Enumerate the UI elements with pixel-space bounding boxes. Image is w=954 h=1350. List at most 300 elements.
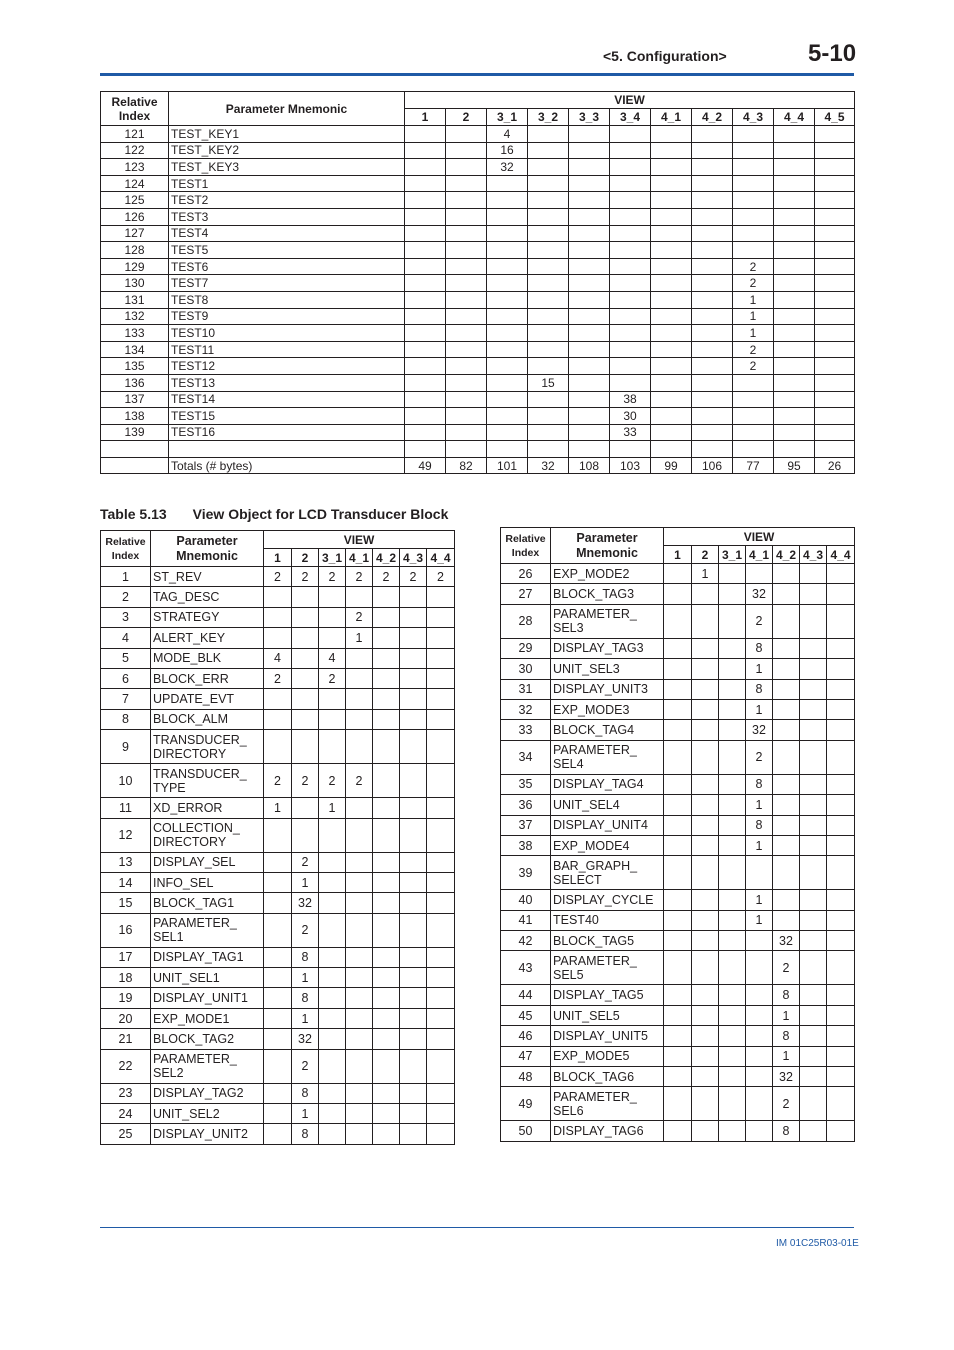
- view-value: [528, 325, 569, 342]
- view-col-header: 4_2: [373, 549, 400, 567]
- view-value: [569, 408, 610, 425]
- parameter-mnemonic: UNIT_SEL3: [551, 659, 664, 679]
- view-value: [292, 628, 319, 648]
- view-value: [446, 358, 487, 375]
- view-value: [651, 242, 692, 259]
- view-value: [264, 913, 292, 947]
- view-value: [800, 951, 827, 985]
- parameter-mnemonic: DISPLAY_UNIT5: [551, 1026, 664, 1046]
- view-value: [664, 679, 692, 699]
- view-value: [719, 604, 746, 638]
- view-value: [664, 659, 692, 679]
- view-value: [664, 774, 692, 794]
- parameter-mnemonic: DISPLAY_TAG4: [551, 774, 664, 794]
- view-value: 2: [346, 764, 373, 798]
- table-row: [101, 668, 455, 688]
- view-value: [528, 391, 569, 408]
- view-value: [373, 668, 400, 688]
- view-value: [528, 175, 569, 192]
- table-row: [501, 856, 855, 890]
- view-value: 2: [292, 852, 319, 872]
- view-value: [774, 325, 815, 342]
- parameter-mnemonic: DISPLAY_SEL: [151, 852, 264, 872]
- view-value: [815, 126, 855, 143]
- view-value: [264, 1104, 292, 1124]
- view-value: [373, 628, 400, 648]
- view-value: 2: [733, 275, 774, 292]
- view-value: [719, 856, 746, 890]
- view-value: [651, 391, 692, 408]
- view-col-header: 4_1: [346, 549, 373, 567]
- view-value: [405, 242, 446, 259]
- view-value: [800, 835, 827, 855]
- relative-index: 42: [501, 931, 551, 951]
- view-col-header: 2: [692, 546, 719, 564]
- relative-index: 26: [501, 564, 551, 584]
- view-value: 1: [292, 1008, 319, 1028]
- parameter-mnemonic: ST_REV: [151, 567, 264, 587]
- table-row: [501, 931, 855, 951]
- section-header: <5. Configuration>: [603, 48, 727, 64]
- view-value: 2: [373, 567, 400, 587]
- view-value: [815, 325, 855, 342]
- view-value: 32: [773, 931, 800, 951]
- table-row: [101, 1029, 455, 1049]
- view-value: [827, 815, 855, 835]
- view-value: [373, 872, 400, 892]
- view-value: [292, 818, 319, 852]
- view-value: [800, 604, 827, 638]
- relative-index: 132: [101, 308, 169, 325]
- view-value: [664, 604, 692, 638]
- relative-index: 129: [101, 258, 169, 275]
- view-value: 103: [610, 457, 651, 474]
- view-value: [446, 341, 487, 358]
- view-value: [446, 159, 487, 176]
- view-value: [773, 740, 800, 774]
- table-row: [501, 564, 855, 584]
- view-value: [319, 818, 346, 852]
- view-value: 32: [292, 893, 319, 913]
- view-value: [774, 341, 815, 358]
- view-value: [400, 1104, 427, 1124]
- view-value: [400, 1029, 427, 1049]
- view-value: [264, 818, 292, 852]
- table-row: [101, 607, 455, 627]
- view-value: [746, 951, 773, 985]
- view-value: [373, 607, 400, 627]
- view-value: [733, 159, 774, 176]
- view-value: [610, 358, 651, 375]
- view-col-header: 4_3: [733, 109, 774, 126]
- view-value: [346, 689, 373, 709]
- view-value: [405, 408, 446, 425]
- table-row: [101, 893, 455, 913]
- view-value: [664, 1046, 692, 1066]
- parameter-mnemonic: DISPLAY_TAG5: [551, 985, 664, 1005]
- view-value: [827, 774, 855, 794]
- view-value: [446, 424, 487, 441]
- relative-index: 41: [501, 910, 551, 930]
- view-value: [692, 890, 719, 910]
- view-value: 8: [773, 1026, 800, 1046]
- view-value: [815, 192, 855, 209]
- table-row: [101, 291, 855, 308]
- view-value: [373, 798, 400, 818]
- view-value: [346, 818, 373, 852]
- view-value: [664, 835, 692, 855]
- view-value: 95: [774, 457, 815, 474]
- view-value: [651, 408, 692, 425]
- view-value: [719, 774, 746, 794]
- parameter-mnemonic: COLLECTION_ DIRECTORY: [151, 818, 264, 852]
- view-value: 8: [292, 1083, 319, 1103]
- view-value: [664, 1121, 692, 1141]
- view-value: [610, 126, 651, 143]
- relative-index: [101, 457, 169, 474]
- relative-index: 9: [101, 730, 151, 764]
- view-value: [346, 872, 373, 892]
- parameter-mnemonic: DISPLAY_UNIT2: [151, 1124, 264, 1144]
- relative-index: 12: [101, 818, 151, 852]
- view-value: [373, 587, 400, 607]
- view-value: [346, 648, 373, 668]
- relative-index: 35: [501, 774, 551, 794]
- view-value: [664, 564, 692, 584]
- view-value: [664, 720, 692, 740]
- view-value: [692, 856, 719, 890]
- parameter-mnemonic: TRANSDUCER_ DIRECTORY: [151, 730, 264, 764]
- view-value: [692, 242, 733, 259]
- view-value: [528, 308, 569, 325]
- view-value: [487, 325, 528, 342]
- view-value: [746, 856, 773, 890]
- view-value: [427, 798, 455, 818]
- table-row: [101, 308, 855, 325]
- view-value: [319, 730, 346, 764]
- parameter-mnemonic: TEST10: [169, 325, 405, 342]
- table-row: [101, 358, 855, 375]
- parameter-mnemonic: TEST16: [169, 424, 405, 441]
- view-value: [487, 341, 528, 358]
- view-value: [773, 795, 800, 815]
- table-row: [101, 913, 455, 947]
- lcd-view-table-right: [500, 527, 855, 1142]
- view-value: [373, 1083, 400, 1103]
- parameter-mnemonic: EXP_MODE1: [151, 1008, 264, 1028]
- view-value: [346, 709, 373, 729]
- view-value: [719, 720, 746, 740]
- view-value: [528, 441, 569, 458]
- relative-index: 11: [101, 798, 151, 818]
- relative-index: 50: [501, 1121, 551, 1141]
- table-row: [101, 798, 455, 818]
- view-value: [264, 968, 292, 988]
- view-value: [827, 1121, 855, 1141]
- view-value: [815, 242, 855, 259]
- view-value: 1: [746, 699, 773, 719]
- table-row: [101, 567, 455, 587]
- view-value: [719, 638, 746, 658]
- view-value: [610, 225, 651, 242]
- table-row: [501, 890, 855, 910]
- view-value: [487, 192, 528, 209]
- view-value: [446, 242, 487, 259]
- relative-index: 24: [101, 1104, 151, 1124]
- parameter-mnemonic: TEST13: [169, 374, 405, 391]
- view-value: 1: [746, 835, 773, 855]
- view-value: [405, 142, 446, 159]
- view-value: [827, 890, 855, 910]
- view-value: [400, 852, 427, 872]
- table-row: [101, 258, 855, 275]
- view-col-header: 4_4: [827, 546, 855, 564]
- view-value: [651, 175, 692, 192]
- view-value: [264, 872, 292, 892]
- view-value: [346, 947, 373, 967]
- table-row: [101, 968, 455, 988]
- table-row: [101, 872, 455, 892]
- view-value: [746, 1046, 773, 1066]
- table-row: [101, 175, 855, 192]
- view-value: [319, 947, 346, 967]
- view-value: [815, 258, 855, 275]
- view-value: [692, 740, 719, 774]
- view-value: [569, 258, 610, 275]
- table-row: [101, 457, 855, 474]
- view-value: [692, 604, 719, 638]
- parameter-mnemonic: UPDATE_EVT: [151, 689, 264, 709]
- table-row: [501, 740, 855, 774]
- view-value: [800, 1067, 827, 1087]
- view-value: [719, 1067, 746, 1087]
- view-value: 1: [746, 659, 773, 679]
- parameter-mnemonic: XD_ERROR: [151, 798, 264, 818]
- view-value: [487, 225, 528, 242]
- parameter-mnemonic: Totals (# bytes): [169, 457, 405, 474]
- view-value: 32: [746, 720, 773, 740]
- relative-index: 29: [501, 638, 551, 658]
- view-value: 32: [773, 1067, 800, 1087]
- relative-index: 44: [501, 985, 551, 1005]
- table-row: [101, 1008, 455, 1028]
- view-value: 2: [292, 913, 319, 947]
- view-value: [664, 856, 692, 890]
- table-row: [101, 225, 855, 242]
- col-view: VIEW: [405, 92, 855, 109]
- view-value: [427, 818, 455, 852]
- view-value: [773, 699, 800, 719]
- view-value: [651, 208, 692, 225]
- view-value: [319, 988, 346, 1008]
- view-value: [346, 1104, 373, 1124]
- view-col-header: 2: [292, 549, 319, 567]
- table-row: [501, 1087, 855, 1121]
- view-value: 106: [692, 457, 733, 474]
- view-value: [827, 638, 855, 658]
- view-col-header: 2: [446, 109, 487, 126]
- view-value: 8: [292, 1124, 319, 1144]
- view-value: [319, 1124, 346, 1144]
- parameter-mnemonic: TEST_KEY2: [169, 142, 405, 159]
- relative-index: 3: [101, 607, 151, 627]
- view-value: [800, 720, 827, 740]
- view-value: 32: [487, 159, 528, 176]
- view-value: [773, 584, 800, 604]
- view-value: [692, 951, 719, 985]
- table-row: [101, 947, 455, 967]
- view-value: [664, 638, 692, 658]
- parameter-mnemonic: TEST4: [169, 225, 405, 242]
- view-value: [651, 275, 692, 292]
- relative-index: 13: [101, 852, 151, 872]
- view-value: [746, 985, 773, 1005]
- view-value: [373, 689, 400, 709]
- view-value: 1: [292, 968, 319, 988]
- view-value: 38: [610, 391, 651, 408]
- view-value: [264, 1029, 292, 1049]
- view-value: [774, 126, 815, 143]
- view-value: [446, 275, 487, 292]
- view-value: 26: [815, 457, 855, 474]
- view-value: [346, 587, 373, 607]
- relative-index: 131: [101, 291, 169, 308]
- view-value: [346, 988, 373, 1008]
- view-value: [373, 1008, 400, 1028]
- view-value: [815, 374, 855, 391]
- parameter-mnemonic: TEST14: [169, 391, 405, 408]
- view-value: [319, 893, 346, 913]
- parameter-mnemonic: MODE_BLK: [151, 648, 264, 668]
- view-value: [800, 659, 827, 679]
- view-value: [733, 126, 774, 143]
- view-value: [400, 872, 427, 892]
- relative-index: 128: [101, 242, 169, 259]
- view-value: [773, 659, 800, 679]
- table-row: [101, 648, 455, 668]
- view-value: [319, 968, 346, 988]
- view-value: 2: [733, 258, 774, 275]
- view-col-header: 4_4: [774, 109, 815, 126]
- view-value: [651, 291, 692, 308]
- parameter-mnemonic: TEST1: [169, 175, 405, 192]
- view-value: [569, 424, 610, 441]
- view-value: 4: [319, 648, 346, 668]
- view-value: [692, 374, 733, 391]
- parameter-mnemonic: PARAMETER_ SEL6: [551, 1087, 664, 1121]
- view-value: [346, 893, 373, 913]
- view-value: [827, 835, 855, 855]
- view-value: [664, 1005, 692, 1025]
- parameter-mnemonic: TRANSDUCER_ TYPE: [151, 764, 264, 798]
- view-value: [446, 374, 487, 391]
- view-value: [651, 325, 692, 342]
- view-value: [427, 1104, 455, 1124]
- table-row: [101, 730, 455, 764]
- view-value: [264, 730, 292, 764]
- view-value: [264, 607, 292, 627]
- view-value: [719, 740, 746, 774]
- parameter-mnemonic: BLOCK_TAG4: [551, 720, 664, 740]
- table-row: [501, 659, 855, 679]
- view-value: [815, 275, 855, 292]
- view-value: [651, 374, 692, 391]
- view-value: [405, 358, 446, 375]
- view-value: [569, 374, 610, 391]
- table-number: Table 5.13: [100, 506, 167, 522]
- view-value: [692, 931, 719, 951]
- view-value: [827, 1026, 855, 1046]
- table-row: [501, 584, 855, 604]
- view-value: [346, 798, 373, 818]
- view-value: 30: [610, 408, 651, 425]
- view-value: [528, 159, 569, 176]
- view-value: [800, 795, 827, 815]
- parameter-mnemonic: STRATEGY: [151, 607, 264, 627]
- view-value: [346, 968, 373, 988]
- relative-index: 10: [101, 764, 151, 798]
- view-value: 8: [292, 988, 319, 1008]
- view-value: [487, 275, 528, 292]
- parameter-mnemonic: TEST8: [169, 291, 405, 308]
- view-value: [446, 291, 487, 308]
- view-value: [569, 175, 610, 192]
- footer-rule: [100, 1227, 854, 1228]
- lcd-view-table-left: [100, 530, 455, 1145]
- relative-index: 36: [501, 795, 551, 815]
- view-value: [746, 1121, 773, 1141]
- view-value: [292, 689, 319, 709]
- relative-index: 16: [101, 913, 151, 947]
- view-value: [651, 192, 692, 209]
- view-value: [827, 584, 855, 604]
- view-value: [774, 175, 815, 192]
- view-value: [528, 208, 569, 225]
- view-value: [405, 424, 446, 441]
- col-view: VIEW: [264, 531, 455, 549]
- relative-index: 49: [501, 1087, 551, 1121]
- view-value: [405, 175, 446, 192]
- view-value: 101: [487, 457, 528, 474]
- view-value: [528, 192, 569, 209]
- view-value: 2: [733, 358, 774, 375]
- view-value: 32: [292, 1029, 319, 1049]
- relative-index: 38: [501, 835, 551, 855]
- view-value: [427, 628, 455, 648]
- table-row: [501, 679, 855, 699]
- view-value: [264, 1083, 292, 1103]
- view-value: [427, 709, 455, 729]
- view-value: [487, 374, 528, 391]
- view-value: [719, 931, 746, 951]
- view-value: [815, 441, 855, 458]
- col-relative-index: Relative Index: [501, 528, 551, 564]
- view-value: [319, 852, 346, 872]
- view-value: [733, 192, 774, 209]
- view-value: [827, 740, 855, 774]
- view-value: [692, 1026, 719, 1046]
- table-row: [101, 441, 855, 458]
- view-value: [664, 910, 692, 930]
- table-row: [501, 985, 855, 1005]
- view-value: [827, 699, 855, 719]
- view-value: [719, 815, 746, 835]
- relative-index: 20: [101, 1008, 151, 1028]
- view-value: [800, 1087, 827, 1121]
- view-value: [800, 1026, 827, 1046]
- relative-index: 45: [501, 1005, 551, 1025]
- view-value: [446, 391, 487, 408]
